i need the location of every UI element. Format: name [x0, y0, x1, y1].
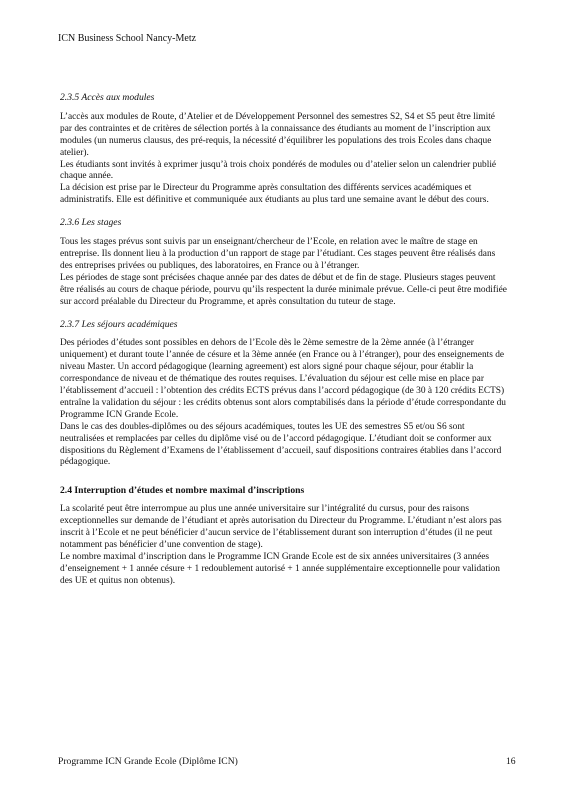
paragraph: Le nombre maximal d’inscription dans le Programme ICN Grande Ecole est de six années universitaires (3 années d’enseignement + 1 année césure + 1 redoublement autorisé + 1 année supplémentaire exceptionnelle pour validation des UE et quitus non obtenus).	[60, 551, 500, 586]
paragraph: Dans le cas des doubles-diplômes ou des séjours académiques, toutes les UE des semestres S5 et/ou S6 sont neutralisées et remplacées par celles du diplôme visé ou de l’accord pédagogique. L’étudiant doit se conformer aux dispositions du Règlement d’Examens de l’établissement d’accueil, sauf dispositions contraires établies dans l’accord pédagogique.	[60, 421, 502, 468]
section-heading-sejours: 2.3.7 Les séjours académiques	[60, 318, 178, 330]
paragraph: Des périodes d’études sont possibles en dehors de l’Ecole dès le 2ème semestre de la 2ème année (à l’étranger uniquement) et durant toute l’année de césure et la 3ème année (en France ou à l’étranger), pour des enseignements de niveau Master. Un accord pédagogique (learning agreement) est alors signé pour chaque séjour, pour établir la correspondance de niveau et de thématique des routes requises. L’évaluation du séjour est celle mise en place par l’établissement d’accueil : l’obtention des crédits ECTS prévus dans l’accord pédagogique (de 30 à 120 crédits ECTS) entraîne la validation du séjour : les crédits obtenus sont alors comptabilisés dans la période d’étude correspondante du Programme ICN Grande Ecole.	[60, 338, 506, 420]
page-content	[60, 92, 508, 588]
paragraph: La décision est prise par le Directeur du Programme après consultation des différents services académiques et administratifs. Elle est définitive et communiquée aux étudiants au plus tard une semaine avant le début des cours.	[60, 183, 489, 206]
paragraph: Les étudiants sont invités à exprimer jusqu’à trois choix pondérés de modules ou d’atelier selon un calendrier publié chaque année.	[60, 159, 497, 182]
paragraph: Les périodes de stage sont précisées chaque année par des dates de début et de fin de stage. Plusieurs stages peuvent être réalisés au cours de chaque période, pourvu qu’ils respectent la durée minimale prévue. Celle-ci peut être modifiée sur accord préalable du Directeur du Programme, et après consultation du tuteur de stage.	[60, 272, 507, 307]
section-heading-interruption: 2.4 Interruption d’études et nombre maximal d’inscriptions	[60, 485, 305, 497]
page-header: ICN Business School Nancy-Metz	[58, 33, 197, 44]
paragraph: La scolarité peut être interrompue au plus une année universitaire sur l’intégralité du cursus, pour des raisons exceptionnelles sur demande de l’étudiant et après autorisation du Directeur du Programme. L’étudiant n’est alors pas inscrit à l’Ecole et ne peut bénéficier d’aucun service de l’établissement durant son interruption d’études (il ne peut notamment pas bénéficier d’une convention de stage).	[60, 504, 502, 550]
page-footer-title: Programme ICN Grande Ecole (Diplôme ICN)	[58, 756, 238, 767]
paragraph: L’accès aux modules de Route, d’Atelier et de Développement Personnel des semestres S2, S4 et S5 peut être limité par des contraintes et de critères de sélection portés à la connaissance des étudiants au moment de l’inscription aux modules (un numerus clausus, des pré-requis, la nécessité d’équilibrer les populations des trois Ecoles dans chaque atelier).	[60, 111, 495, 158]
section-heading-acces-modules: 2.3.5 Accès aux modules	[60, 92, 155, 103]
section-heading-stages: 2.3.6 Les stages	[60, 217, 122, 229]
page-number: 16	[506, 756, 516, 767]
paragraph: Tous les stages prévus sont suivis par un enseignant/chercheur de l’Ecole, en relation avec le maître de stage en entreprise. Ils donnent lieu à la production d’un rapport de stage par l’étudiant. Ces stages peuvent être réalisés dans des entreprises privées ou publiques, des laboratoires, en France ou à l’étranger.	[60, 237, 496, 271]
